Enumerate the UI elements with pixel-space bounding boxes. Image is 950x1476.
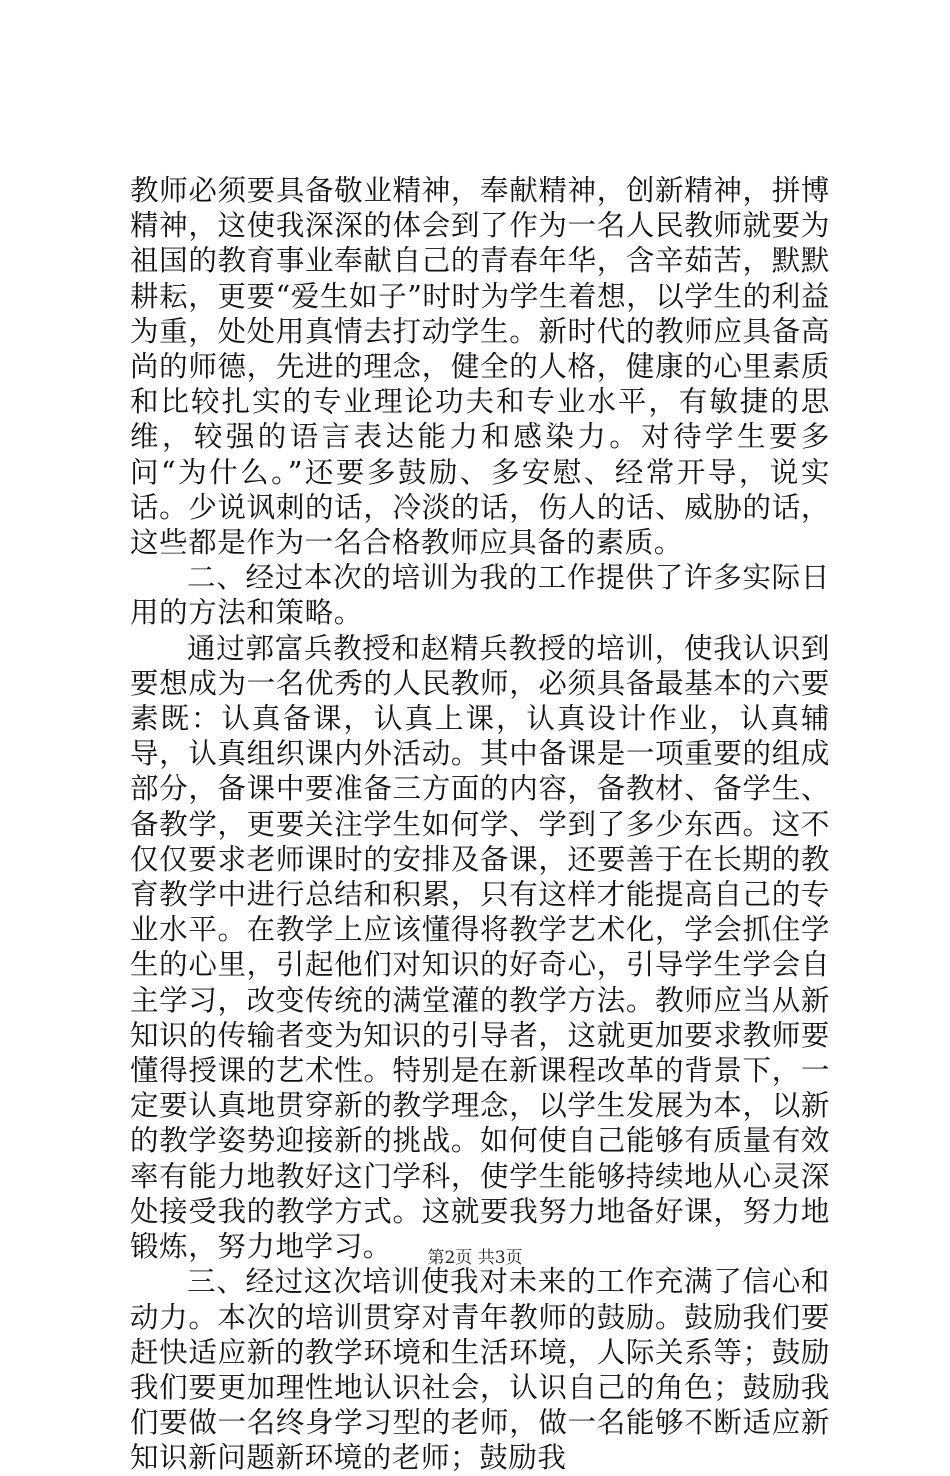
page-number-footer: 第2页 共3页 [427, 1248, 523, 1268]
paragraph-1: 教师必须要具备敬业精神，奉献精神，创新精神，拼博精神，这使我深深的体会到了作为一名人民教师就要为祖国的教育事业奉献自己的青春年华，含辛茹苦，默默耕耘，更要“爱生如子”时时为学生着想，以学生的利益为重，处处用真情去打动学生。新时代的教师应具备高尚的师德，先进的理念，健全的人格，健康的心里素质和比较扎实的专业理论功夫和专业水平，有敏捷的思维，较强的语言表达能力和感染力。对待学生要多问“为什么。”还要多鼓励、多安慰、经常开导，说实话。少说讽刺的话，冷淡的话，伤人的话、威胁的话，这些都是作为一名合格教师应具备的素质。 [130, 174, 830, 560]
paragraph-2: 二、经过本次的培训为我的工作提供了许多实际日用的方法和策略。 [130, 561, 830, 630]
document-body [130, 173, 830, 1476]
paragraph-4: 三、经过这次培训使我对未来的工作充满了信心和动力。本次的培训贯穿对青年教师的鼓励。鼓励我们要赶快适应新的教学环境和生活环境，人际关系等；鼓励我们要更加理性地认识社会，认识自己的角色；鼓励我们要做一名终身学习型的老师，做一名能够不断适应新知识新问题新环境的老师；鼓励我 [130, 1265, 830, 1475]
paragraph-3: 通过郭富兵教授和赵精兵教授的培训，使我认识到要想成为一名优秀的人民教师，必须具备最基本的六要素既：认真备课，认真上课，认真设计作业，认真辅导，认真组织课内外活动。其中备课是一项重要的组成部分，备课中要准备三方面的内容，备教材、备学生、备教学，更要关注学生如何学、学到了多少东西。这不仅仅要求老师课时的安排及备课，还要善于在长期的教育教学中进行总结和积累，只有这样才能提高自己的专业水平。在教学上应该懂得将教学艺术化，学会抓住学生的心里，引起他们对知识的好奇心，引导学生学会自主学习，改变传统的满堂灌的教学方法。教师应当从新知识的传输者变为知识的引导者，这就更加要求教师要懂得授课的艺术性。特别是在新课程改革的背景下，一定要认真地贯穿新的教学理念，以学生发展为本，以新的教学姿势迎接新的挑战。如何使自己能够有质量有效率有能力地教好这门学科，使学生能够持续地从心灵深处接受我的教学方式。这就要我努力地备好课，努力地锻炼，努力地学习。 [130, 631, 830, 1264]
